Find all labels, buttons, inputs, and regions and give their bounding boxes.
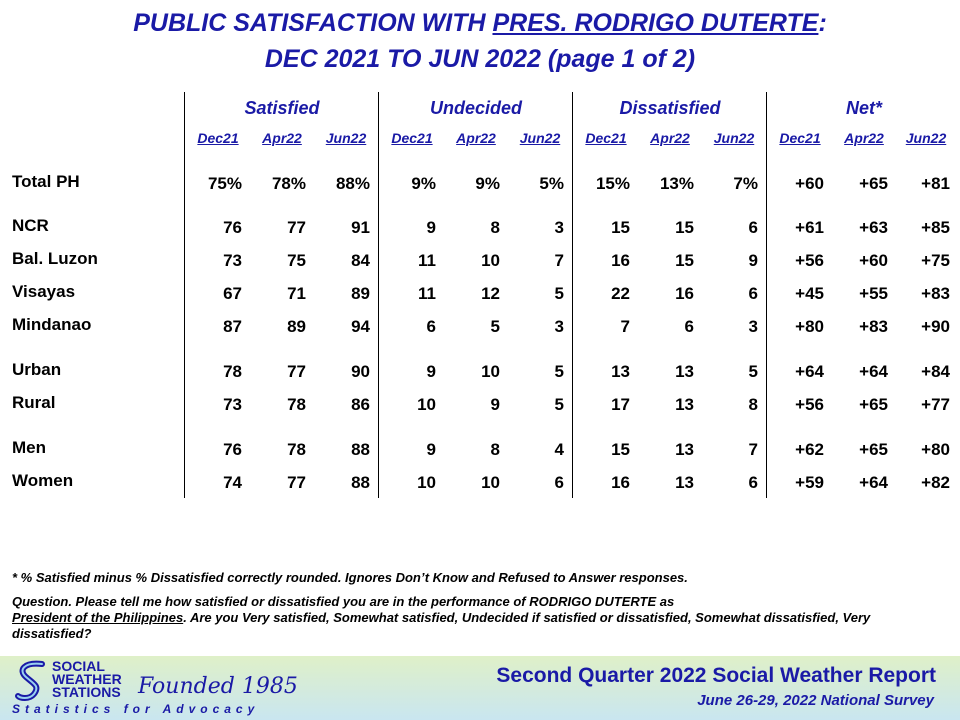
table-cell: +64 [859, 473, 888, 492]
table-cell: 13 [675, 362, 694, 381]
table-cell: 7 [554, 251, 564, 270]
table-cell: 6 [426, 317, 436, 336]
table-cell: 15% [595, 174, 630, 193]
table-cell: 15 [675, 251, 694, 270]
table-cell: +63 [859, 218, 888, 237]
table-cell: 12 [481, 284, 500, 303]
period-header: Apr22 [456, 130, 496, 146]
table-cell: 6 [748, 284, 758, 303]
group-header: Net* [845, 98, 882, 118]
row-label: Bal. Luzon [12, 249, 98, 268]
table-cell: +80 [795, 317, 824, 336]
logo-line: WEATHER [52, 671, 122, 687]
table-cell: 11 [418, 251, 436, 270]
period-header: Dec21 [585, 130, 627, 146]
table-cell: 6 [748, 473, 758, 492]
table-cell: 73 [223, 251, 242, 270]
period-header: Apr22 [844, 130, 884, 146]
table-cell: 94 [351, 317, 370, 336]
table-cell: +83 [859, 317, 888, 336]
table-cell: 5 [490, 317, 500, 336]
table-cell: 89 [287, 317, 306, 336]
table-cell: 86 [351, 395, 370, 414]
question-part1: Question. Please tell me how satisfied or dissatisfied you are in the performance of RODRIGO DUTERTE as [12, 594, 675, 609]
period-header: Dec21 [779, 130, 821, 146]
table-cell: 9% [411, 174, 436, 193]
table-cell: +80 [921, 440, 950, 459]
table-cell: 15 [611, 440, 630, 459]
table-cell: +83 [921, 284, 950, 303]
table-cell: 6 [554, 473, 564, 492]
table-cell: +65 [859, 440, 888, 459]
table-cell: +64 [795, 362, 824, 381]
group-header: Satisfied [244, 98, 320, 118]
table-cell: 76 [223, 440, 242, 459]
column-divider [572, 92, 573, 498]
table-cell: 6 [748, 218, 758, 237]
row-label: Visayas [12, 282, 76, 301]
survey-date: June 26-29, 2022 National Survey [697, 692, 934, 709]
table-cell: 73 [223, 395, 242, 414]
table-cell: 3 [554, 218, 564, 237]
row-label: Total PH [12, 172, 80, 191]
table-cell: 87 [223, 317, 242, 336]
period-header: Jun22 [905, 130, 947, 146]
table-cell: 5 [554, 395, 564, 414]
table-cell: +55 [859, 284, 888, 303]
row-label: Men [12, 438, 46, 457]
question-underlined: President of the Philippines [12, 610, 184, 625]
period-header: Apr22 [650, 130, 690, 146]
table-cell: 88% [335, 174, 370, 193]
column-divider [184, 92, 185, 498]
period-header: Jun22 [519, 130, 561, 146]
table-cell: +84 [921, 362, 950, 381]
column-divider [378, 92, 379, 498]
table-cell: 16 [675, 284, 694, 303]
period-header: Jun22 [325, 130, 367, 146]
logo-text [52, 660, 122, 699]
logo-line: SOCIAL [52, 658, 105, 674]
question-part2: . Are you Very satisfied, Somewhat satisfied, Undecided if satisfied or dissatisfied, Somewhat dissatisfied, Very dissatisfied? [12, 610, 871, 641]
table-cell: 78 [287, 440, 306, 459]
table-cell: 9 [426, 440, 436, 459]
table-cell: 13 [675, 440, 694, 459]
table-cell: +85 [921, 218, 950, 237]
table-cell: 7 [620, 317, 630, 336]
period-header: Jun22 [713, 130, 755, 146]
table-cell: +75 [921, 251, 950, 270]
table-cell: 8 [748, 395, 758, 414]
satisfaction-table [0, 92, 960, 502]
table-cell: 5 [748, 362, 758, 381]
table-cell: 8 [490, 440, 500, 459]
table-cell: 4 [554, 440, 564, 459]
table-cell: +45 [795, 284, 824, 303]
table-cell: 9 [490, 395, 500, 414]
table-cell: 67 [223, 284, 242, 303]
table-cell: 10 [417, 473, 436, 492]
table-cell: +56 [795, 251, 824, 270]
table-cell: +61 [795, 218, 824, 237]
table-cell: 22 [611, 284, 630, 303]
table-cell: 75% [207, 174, 242, 193]
page-title [0, 8, 960, 38]
table-cell: 15 [611, 218, 630, 237]
table-cell: 16 [611, 473, 630, 492]
table-cell: 77 [287, 218, 306, 237]
table-cell: +62 [795, 440, 824, 459]
table-cell: +77 [921, 395, 950, 414]
table-cell: 88 [351, 473, 370, 492]
table-cell: 13 [675, 395, 694, 414]
table-cell: 3 [554, 317, 564, 336]
table-cell: 3 [748, 317, 758, 336]
table-cell: 9% [475, 174, 500, 193]
table-cell: +65 [859, 395, 888, 414]
table-cell: +81 [921, 174, 950, 193]
table-cell: 11 [418, 284, 436, 303]
table-cell: 77 [287, 362, 306, 381]
table-cell: 9 [426, 218, 436, 237]
table-cell: 13% [659, 174, 694, 193]
table-cell: 5 [554, 362, 564, 381]
table-cell: 13 [611, 362, 630, 381]
table-cell: +60 [859, 251, 888, 270]
title-colon: : [818, 9, 827, 37]
table-cell: 10 [481, 473, 500, 492]
table-cell: +65 [859, 174, 888, 193]
period-header: Dec21 [197, 130, 239, 146]
table-cell: +64 [859, 362, 888, 381]
row-label: Mindanao [12, 315, 92, 334]
table-cell: 88 [351, 440, 370, 459]
footnote: * % Satisfied minus % Dissatisfied correctly rounded. Ignores Don’t Know and Refused to Answer responses. [12, 570, 688, 585]
table-cell: 10 [481, 362, 500, 381]
table-cell: 7 [748, 440, 758, 459]
table-cell: 9 [748, 251, 758, 270]
question-text [12, 594, 942, 642]
report-title: Second Quarter 2022 Social Weather Report [496, 664, 936, 687]
period-header: Apr22 [262, 130, 302, 146]
table-cell: 17 [611, 395, 630, 414]
group-header: Undecided [429, 98, 522, 118]
table-cell: 74 [223, 473, 242, 492]
period-header: Dec21 [391, 130, 433, 146]
table-cell: 90 [351, 362, 370, 381]
table-cell: 9 [426, 362, 436, 381]
title-prefix: PUBLIC SATISFACTION WITH [133, 9, 493, 37]
table-cell: 78 [287, 395, 306, 414]
table-cell: 10 [417, 395, 436, 414]
table-cell: +82 [921, 473, 950, 492]
table-cell: 7% [733, 174, 758, 193]
table-cell: 5 [554, 284, 564, 303]
table-cell: +59 [795, 473, 824, 492]
tagline: Statistics for Advocacy [12, 702, 260, 716]
logo-line: STATIONS [52, 684, 121, 700]
table-cell: +60 [795, 174, 824, 193]
row-label: NCR [12, 216, 49, 235]
table-cell: +56 [795, 395, 824, 414]
table-cell: 76 [223, 218, 242, 237]
table-cell: 91 [351, 218, 370, 237]
column-divider [766, 92, 767, 498]
group-header: Dissatisfied [619, 98, 721, 118]
sws-logo-icon [14, 660, 48, 702]
table-cell: 10 [481, 251, 500, 270]
table-cell: 77 [287, 473, 306, 492]
table-cell: 15 [675, 218, 694, 237]
table-cell: 71 [287, 284, 306, 303]
table-cell: 84 [351, 251, 370, 270]
page-subtitle: DEC 2021 TO JUN 2022 (page 1 of 2) [264, 45, 696, 73]
table-cell: 78% [271, 174, 306, 193]
row-label: Urban [12, 360, 62, 379]
table-cell: 6 [684, 317, 694, 336]
table-cell: 5% [539, 174, 564, 193]
table-cell: 13 [675, 473, 694, 492]
table-cell: 75 [287, 251, 306, 270]
table-cell: 78 [223, 362, 242, 381]
table-cell: 8 [490, 218, 500, 237]
table-cell: 16 [611, 251, 630, 270]
row-label: Women [12, 471, 74, 490]
title-name: PRES. RODRIGO DUTERTE [492, 9, 819, 37]
table-cell: 89 [351, 284, 370, 303]
table-cell: +90 [921, 317, 950, 336]
founded-text: Founded 1985 [138, 674, 298, 699]
row-label: Rural [12, 393, 56, 412]
